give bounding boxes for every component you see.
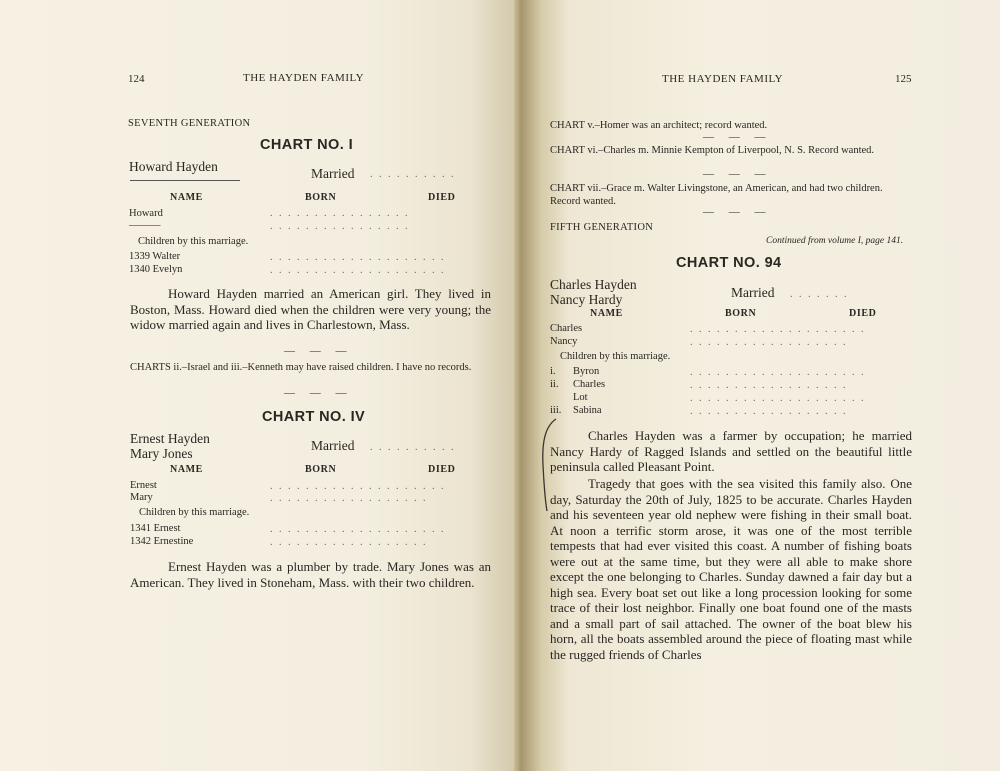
row-name: 1342 Ernestine [130, 536, 194, 547]
row-dots: . . . . . . . . . . . . . . . . . . . . [270, 265, 446, 276]
row-name: Howard [129, 208, 163, 219]
child-name: Charles [573, 379, 606, 390]
section-divider: — — — [703, 206, 772, 218]
children-label: Children by this marriage. [139, 507, 250, 518]
row-name: Ernest [130, 480, 157, 491]
section-divider: — — — [703, 168, 772, 180]
col-died: DIED [849, 308, 877, 319]
married-label: Married [311, 438, 355, 453]
chart-title: CHART NO. IV [262, 409, 366, 425]
running-head: THE HAYDEN FAMILY [243, 72, 365, 84]
children-label: Children by this marriage. [560, 351, 671, 362]
section-divider: — — — [284, 345, 353, 357]
row-name: 1339 Walter [129, 251, 181, 262]
col-name: NAME [170, 464, 203, 475]
generation-heading: SEVENTH GENERATION [128, 118, 251, 129]
row-dots: . . . . . . . . . . . . . . . . . . [690, 380, 848, 391]
paragraph: Charles Hayden was a farmer by occupation; he married Nancy Hardy of Ragged Islands and settled on the beautiful little peninsula called Pleasant Point. [550, 428, 912, 474]
married-date: . . . . . . . . . . [370, 169, 456, 180]
chart-v-note: CHART v.–Homer was an architect; record wanted. [550, 120, 768, 131]
row-name: 1340 Evelyn [129, 264, 183, 275]
child-number: iii. [550, 405, 562, 416]
married-date: . . . . . . . [790, 289, 849, 300]
generation-heading: FIFTH GENERATION [550, 222, 654, 233]
row-dots: . . . . . . . . . . . . . . . . . . . . [690, 324, 866, 335]
chart-vi-note: CHART vi.–Charles m. Minnie Kempton of Liverpool, N. S. Record wanted. [550, 145, 875, 156]
person-name: Ernest Hayden [130, 431, 210, 446]
child-number: i. [550, 366, 556, 377]
row-dots: . . . . . . . . . . . . . . . . . . . . [690, 393, 866, 404]
col-died: DIED [428, 192, 456, 203]
row-dots: . . . . . . . . . . . . . . . . . . . . [690, 367, 866, 378]
row-dots: . . . . . . . . . . . . . . . . . . . . [270, 252, 446, 263]
col-name: NAME [170, 192, 203, 203]
row-name: ——— [129, 220, 161, 231]
section-divider: — — — [703, 131, 772, 143]
married-label: Married [311, 166, 355, 181]
married-date: . . . . . . . . . . [370, 442, 456, 453]
col-born: BORN [305, 464, 337, 475]
row-dots: . . . . . . . . . . . . . . . . . . . . [270, 481, 446, 492]
row-dots: . . . . . . . . . . . . . . . . . . . . [270, 524, 446, 535]
row-name: 1341 Ernest [130, 523, 181, 534]
row-dots: . . . . . . . . . . . . . . . . . . [690, 406, 848, 417]
page-number: 124 [128, 73, 145, 85]
continued-note: Continued from volume I, page 141. [766, 236, 904, 246]
child-name: Sabina [573, 405, 602, 416]
child-number: ii. [550, 379, 559, 390]
married-label: Married [731, 285, 775, 300]
row-name: Mary [130, 492, 153, 503]
row-dots: . . . . . . . . . . . . . . . . . . [690, 337, 848, 348]
person-name: Howard Hayden [129, 159, 218, 174]
section-divider: — — — [284, 387, 353, 399]
children-label: Children by this marriage. [138, 236, 249, 247]
name-underline [130, 180, 240, 181]
person-name: Charles Hayden [550, 277, 637, 292]
person-name: Nancy Hardy [550, 292, 623, 307]
row-dots: . . . . . . . . . . . . . . . . . . [270, 493, 428, 504]
chart-title: CHART NO. 94 [676, 255, 782, 271]
row-dots: . . . . . . . . . . . . . . . . [270, 208, 410, 219]
page-number: 125 [895, 73, 912, 85]
paragraph: Ernest Hayden was a plumber by trade. Mary Jones was an American. They lived in Stoneham, Mass. with their two children. [130, 559, 491, 590]
row-name: Nancy [550, 336, 578, 347]
right-page [522, 0, 1000, 771]
col-died: DIED [428, 464, 456, 475]
charts-note: CHARTS ii.–Israel and iii.–Kenneth may have raised children. I have no records. [130, 362, 472, 373]
row-name: Charles [550, 323, 583, 334]
paragraph: Tragedy that goes with the sea visited this family also. One day, Saturday the 20th of July, 1825 to be accurate. Charles Hayden and his seventeen year old nephew were fishing in their small boat. At noon a terrific storm arose, it was one of the most terrible tempests that had ever visited this coast. A number of fishing boats were out at the same time, but they were all able to make shore except the one belonging to Charles. Sunday dawned a fair day but a high sea. Every boat set out like a long procession looking for some trace of their lost neighbor. Finally one boat found one of the masts and a small part of sail attached. The owner of the boat blew his horn, all the boats assembled around the piece of floating mast while the rugged friends of Charles [550, 476, 912, 662]
paragraph: Howard Hayden married an American girl. They lived in Boston, Mass. Howard died when the children were very young; the widow married again and lives in Charlestown, Mass. [130, 286, 491, 332]
person-name: Mary Jones [130, 446, 193, 461]
child-name: Byron [573, 366, 600, 377]
chart-title: CHART NO. I [260, 137, 354, 153]
col-born: BORN [305, 192, 337, 203]
running-head: THE HAYDEN FAMILY [662, 73, 784, 85]
child-name: Lot [573, 392, 588, 403]
chart-vii-note: CHART vii.–Grace m. Walter Livingstone, an American, and had two children. Record wanted. [550, 183, 883, 207]
row-dots: . . . . . . . . . . . . . . . . . . [270, 537, 428, 548]
col-name: NAME [590, 308, 623, 319]
row-dots: . . . . . . . . . . . . . . . . [270, 221, 410, 232]
col-born: BORN [725, 308, 757, 319]
